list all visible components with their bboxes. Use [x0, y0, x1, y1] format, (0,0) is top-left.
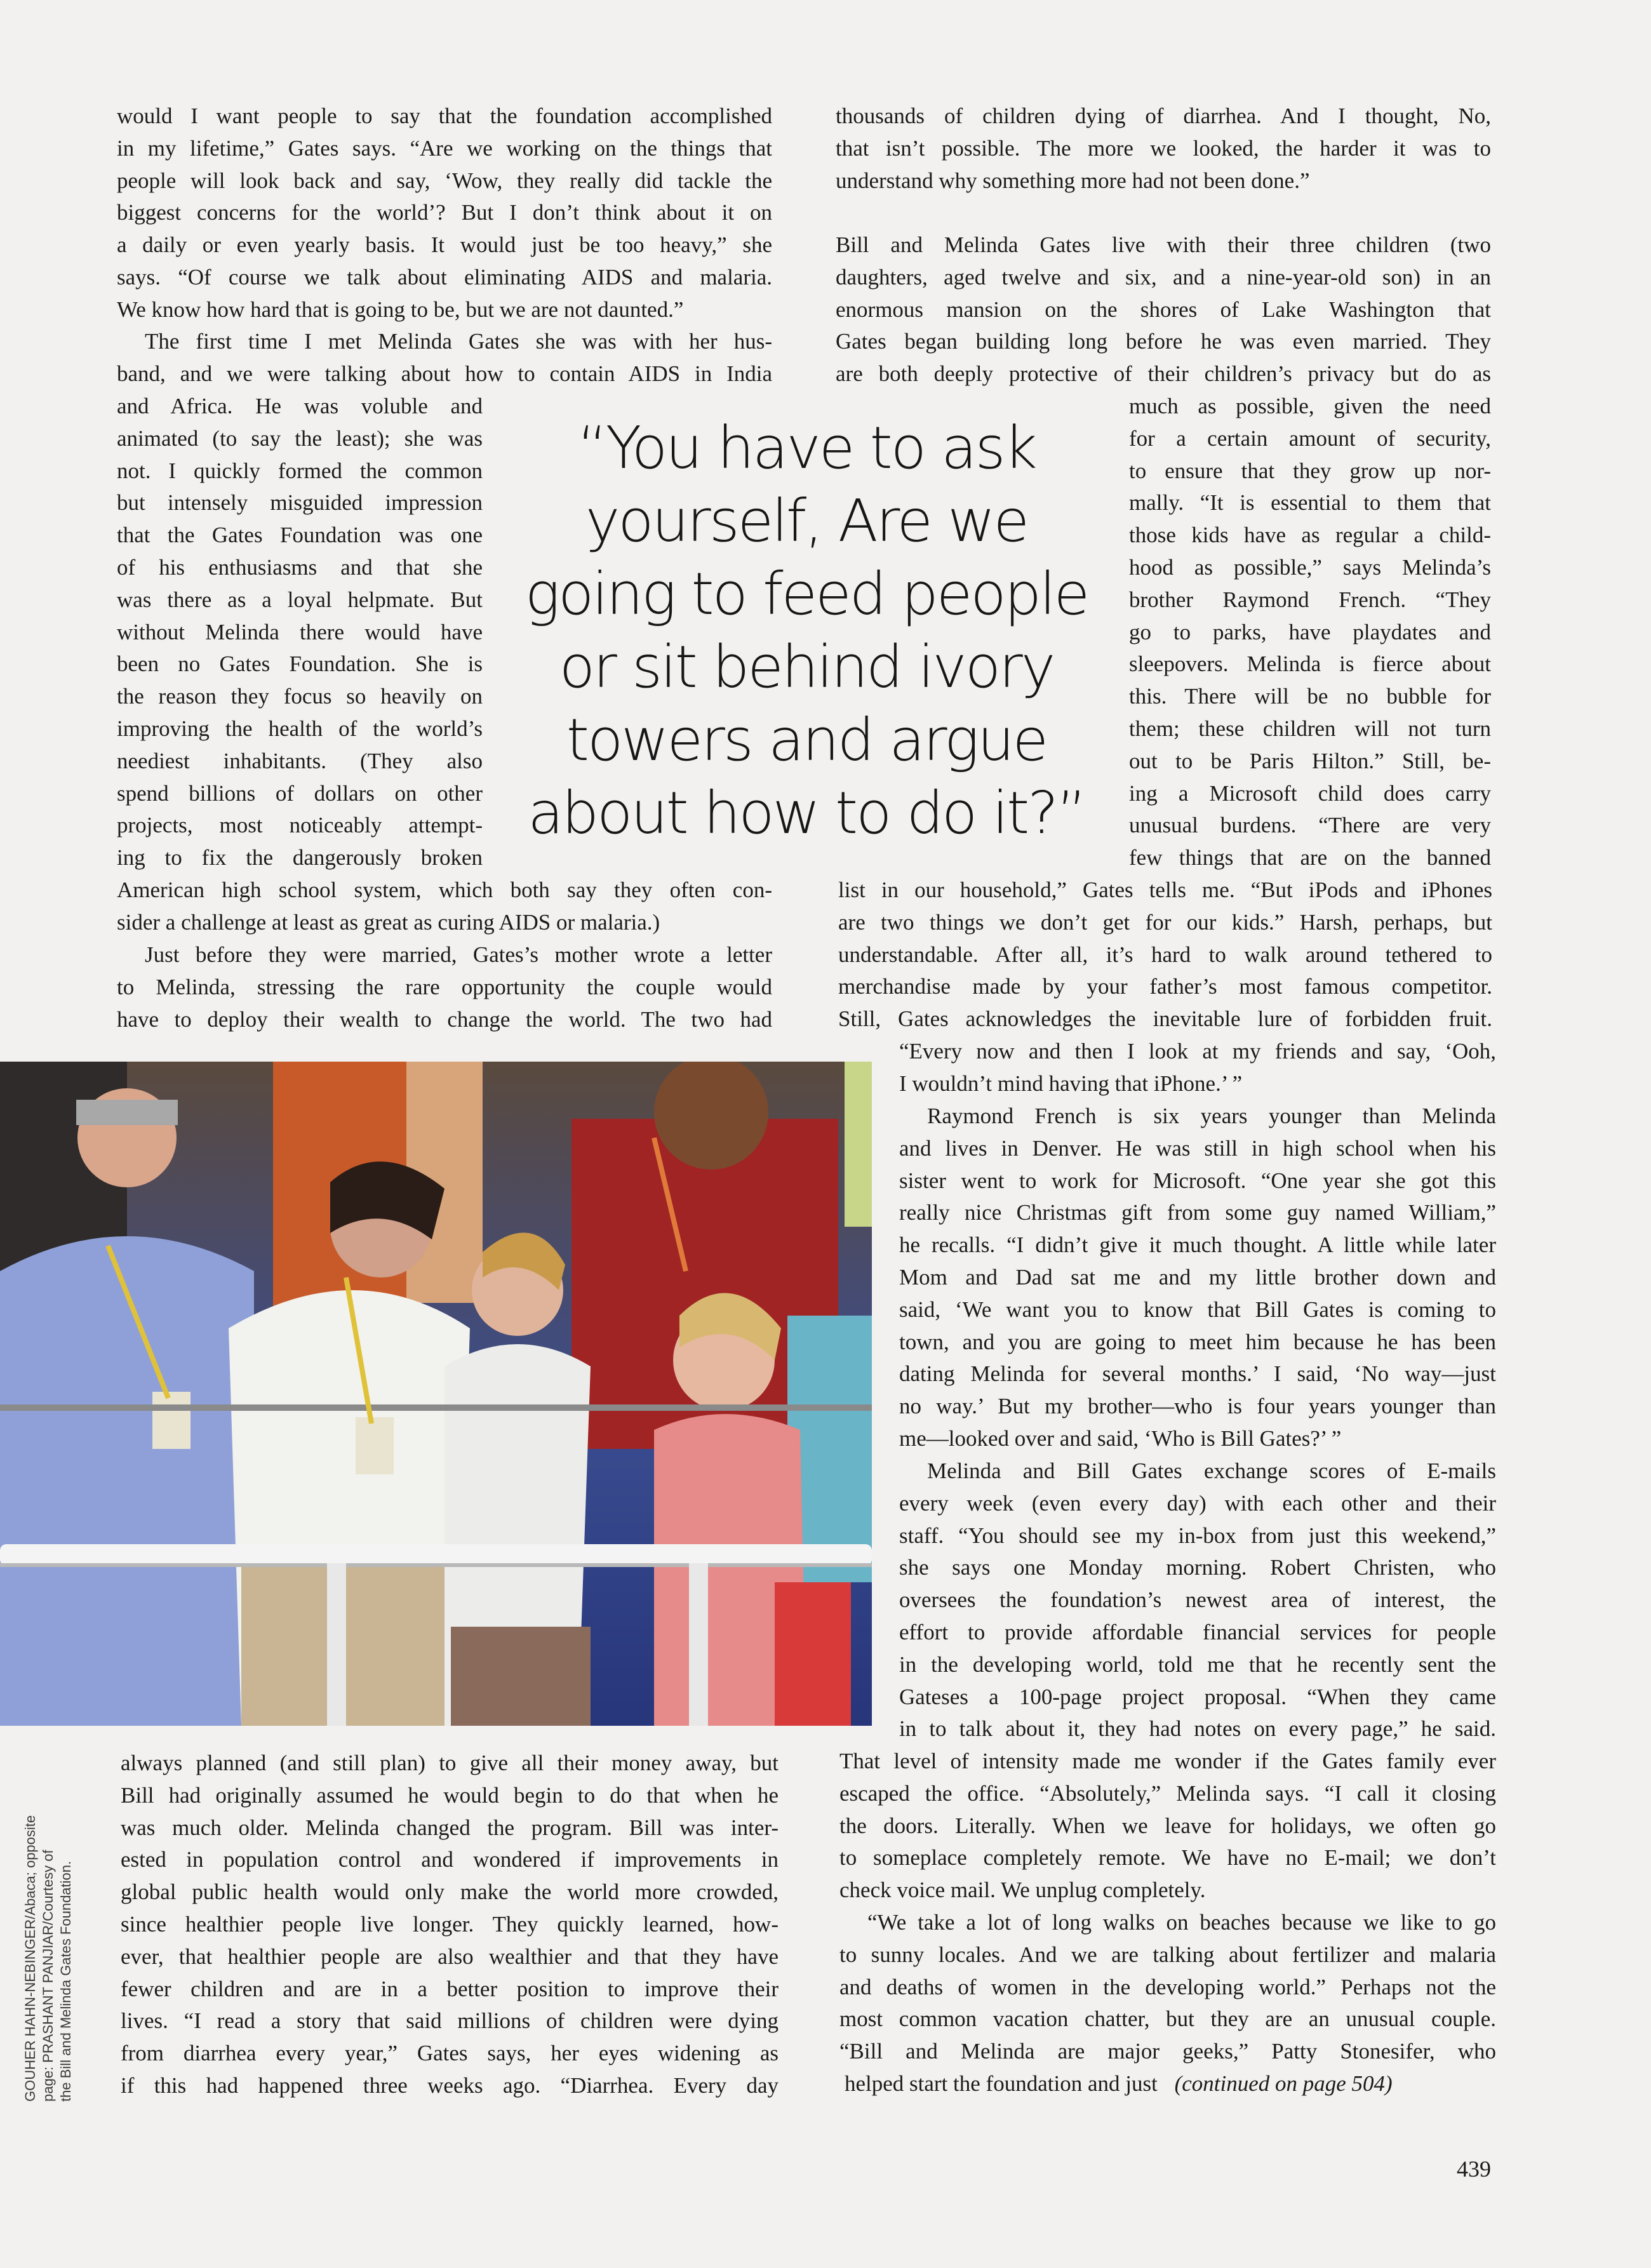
text-line: I wouldn’t mind having that iPhone.’ ”: [899, 1071, 1243, 1096]
text-line: are both deeply protective of their children’s privacy but do as: [836, 361, 1491, 387]
last-line-text: helped start the foundation and just: [845, 2071, 1158, 2096]
text-line: band, and we were talking about how to contain AIDS in India: [117, 361, 772, 386]
text-line: this. There will be no bubble for: [1129, 684, 1491, 709]
left-para-2-narrow: [117, 390, 483, 874]
text-line: Mom and Dad sat me and my little brother down and: [899, 1264, 1496, 1290]
text-line: The first time I met Melinda Gates she was with her hus-: [145, 329, 772, 354]
text-line: ing to fix the dangerously broken: [117, 845, 483, 871]
text-line: Gateses a 100-page project proposal. “When they came: [899, 1684, 1496, 1709]
text-line: ested in population control and wondered if improvements in: [121, 1847, 779, 1872]
text-line: that isn’t possible. The more we looked, the harder it was to: [836, 135, 1491, 161]
text-line: town, and you are going to meet him because he has been: [899, 1329, 1496, 1354]
right-para-4: [899, 1100, 1496, 1455]
text-line: he recalls. “I didn’t give it much thought. A little while later: [899, 1232, 1496, 1258]
text-line: ing a Microsoft child does carry: [1129, 780, 1491, 806]
text-line: from diarrhea every year,” Gates says, her eyes widening as: [121, 2041, 779, 2066]
text-line: enormous mansion on the shores of Lake Washington that: [836, 297, 1491, 322]
text-line: Bill and Melinda Gates live with their three children (two: [836, 232, 1491, 257]
left-para-2-end: [117, 874, 772, 939]
text-line: me—looked over and said, ‘Who is Bill Gates?’ ”: [899, 1425, 1342, 1451]
text-line: global public health would only make the world more crowded,: [121, 1879, 779, 1905]
text-line: and deaths of women in the developing world.” Perhaps not the: [839, 1974, 1496, 1999]
text-line: biggest concerns for the world’? But I don’t think about it on: [117, 200, 772, 225]
pull-quote-line: yourself, Are we: [585, 487, 1028, 555]
text-line: Raymond French is six years younger than Melinda: [927, 1104, 1496, 1128]
right-para-6: [839, 1907, 1496, 2068]
text-line: hood as possible,” says Melinda’s: [1129, 554, 1491, 580]
text-line: been no Gates Foundation. She is: [117, 651, 483, 677]
text-line: “Bill and Melinda are major geeks,” Patty Stonesifer, who: [839, 2039, 1496, 2064]
text-line: brother Raymond French. “They: [1129, 587, 1491, 612]
text-line: sider a challenge at least as great as curing AIDS or malaria.): [117, 909, 660, 935]
text-line: Gates began building long before he was even married. They: [836, 329, 1491, 354]
text-line: most common vacation chatter, but they are an unusual couple.: [839, 2006, 1496, 2032]
text-line: said, ‘We want you to know that Bill Gates is coming to: [899, 1297, 1496, 1322]
text-line: if this had happened three weeks ago. “Diarrhea. Every day: [121, 2072, 779, 2098]
left-bottom-paragraph: [121, 1747, 779, 2102]
right-para-3: [899, 1036, 1496, 1100]
text-line: spend billions of dollars on other: [117, 780, 483, 806]
text-line: the doors. Literally. When we leave for holidays, we often go: [839, 1813, 1496, 1838]
text-line: in my lifetime,” Gates says. “Are we working on the things that: [117, 135, 772, 161]
text-line: would I want people to say that the foundation accomplished: [117, 103, 772, 128]
text-line: those kids have as regular a child-: [1129, 523, 1491, 548]
text-line: lives. “I read a story that said millions of children were dying: [121, 2008, 779, 2034]
right-para-2-end: [838, 874, 1492, 1036]
text-line: was much older. Melinda changed the program. Bill was inter-: [121, 1815, 779, 1840]
right-para-1: [836, 100, 1491, 197]
text-line: We know how hard that is going to be, but we are not daunted.”: [117, 297, 684, 322]
text-line: and lives in Denver. He was still in high school when his: [899, 1135, 1496, 1161]
text-line: improving the health of the world’s: [117, 716, 483, 741]
text-line: sleepovers. Melinda is fierce about: [1129, 651, 1491, 677]
right-para-2-narrow: [1129, 390, 1491, 874]
photo-credit-line: the Bill and Melinda Gates Foundation.: [58, 1860, 74, 2102]
continued-note[interactable]: (continued on page 504): [1174, 2071, 1393, 2096]
text-line: much as possible, given the need: [1129, 394, 1491, 418]
right-para-2-full: [836, 229, 1491, 390]
text-line: understand why something more had not been done.”: [836, 168, 1310, 193]
text-line: projects, most noticeably attempt-: [117, 813, 483, 838]
text-line: neediest inhabitants. (They also: [117, 748, 483, 773]
left-para-3: [117, 939, 772, 1036]
text-line: was there as a loyal helpmate. But: [117, 587, 483, 612]
text-line: list in our household,” Gates tells me. “But iPods and iPhones: [838, 877, 1492, 902]
text-line: to ensure that they grow up nor-: [1129, 458, 1491, 483]
text-line: not. I quickly formed the common: [117, 458, 483, 483]
text-line: to someplace completely remote. We have no E-mail; we don’t: [839, 1845, 1496, 1871]
right-last-line: [845, 2068, 1499, 2100]
left-para-2-full: [117, 326, 772, 390]
photo-credit-line: page: PRASHANT PANJIAR/Courtesy of: [40, 1850, 56, 2102]
text-line: “Every now and then I look at my friends and say, ‘Ooh,: [899, 1039, 1496, 1064]
text-line: of his enthusiasms and that she: [117, 554, 483, 580]
text-line: Still, Gates acknowledges the inevitable lure of forbidden fruit.: [838, 1006, 1492, 1032]
text-line: dating Melinda for several months.’ I said, ‘No way—just: [899, 1361, 1496, 1387]
pull-quote-line: towers and argue: [566, 706, 1047, 774]
text-line: no way.’ But my brother—who is four years younger than: [899, 1394, 1496, 1419]
text-line: says. “Of course we talk about eliminating AIDS and malaria.: [117, 264, 772, 290]
text-line: few things that are on the banned: [1129, 845, 1491, 871]
text-line: them; these children will not turn: [1129, 716, 1491, 741]
text-line: to Melinda, stressing the rare opportunity the couple would: [117, 974, 772, 999]
text-line: that the Gates Foundation was one: [117, 523, 483, 548]
text-line: daughters, aged twelve and six, and a nine-year-old son) in an: [836, 264, 1491, 290]
left-top-paragraph: [117, 100, 772, 326]
text-line: unusual burdens. “There are very: [1129, 813, 1491, 838]
text-line: without Melinda there would have: [117, 619, 483, 644]
text-line: the reason they focus so heavily on: [117, 684, 483, 709]
text-line: ever, that healthier people are also wealthier and that they have: [121, 1944, 779, 1969]
photo-credit: [22, 1759, 98, 2102]
text-line: Bill had originally assumed he would begin to do that when he: [121, 1782, 779, 1808]
text-line: check voice mail. We unplug completely.: [839, 1878, 1206, 1903]
text-line: in the developing world, told me that he recently sent the: [899, 1651, 1496, 1677]
text-line: but intensely misguided impression: [117, 490, 483, 516]
text-line: in to talk about it, they had notes on every page,” he said.: [899, 1716, 1496, 1742]
text-line: and Africa. He was voluble and: [117, 394, 483, 418]
photo-credit-line: GOUHER HAHN-NEBINGER/Abaca; opposite: [22, 1815, 38, 2102]
text-line: oversees the foundation’s newest area of interest, the: [899, 1587, 1496, 1613]
photo-illustration: [0, 1062, 872, 1726]
text-line: staff. “You should see my in-box from just this weekend,”: [899, 1523, 1496, 1548]
text-line: effort to provide affordable financial services for people: [899, 1619, 1496, 1644]
text-line: go to parks, have playdates and: [1129, 619, 1491, 644]
page-number: 439: [1457, 2156, 1491, 2182]
text-line: to sunny locales. And we are talking about fertilizer and malaria: [839, 1942, 1496, 1967]
text-line: really nice Christmas gift from some guy named William,”: [899, 1200, 1496, 1225]
text-line: animated (to say the least); she was: [117, 425, 483, 451]
text-line: American high school system, which both say they often con-: [117, 877, 772, 902]
text-line: mally. “It is essential to them that: [1129, 490, 1491, 516]
pull-quote-line: or sit behind ivory: [559, 633, 1054, 701]
text-line: fewer children and are in a better position to improve their: [121, 1976, 779, 2001]
text-line: escaped the office. “Absolutely,” Melinda says. “I call it closing: [839, 1780, 1496, 1806]
text-line: people will look back and say, ‘Wow, they really did tackle the: [117, 168, 772, 193]
text-line: thousands of children dying of diarrhea. And I thought, No,: [836, 103, 1491, 128]
text-line: are two things we don’t get for our kids.” Harsh, perhaps, but: [838, 909, 1492, 935]
text-line: “We take a lot of long walks on beaches because we like to go: [867, 1910, 1496, 1935]
text-line: always planned (and still plan) to give all their money away, but: [121, 1751, 779, 1775]
right-para-5-full: [839, 1745, 1496, 1907]
right-para-5: [899, 1455, 1496, 1745]
pull-quote-line: going to feed people: [525, 560, 1088, 628]
text-line: since healthier people live longer. They quickly learned, how-: [121, 1911, 779, 1937]
pull-quote-line: “You have to ask: [577, 414, 1036, 482]
family-photo: [0, 1062, 872, 1726]
text-line: Just before they were married, Gates’s mother wrote a letter: [145, 942, 772, 967]
pull-quote-line: about how to do it?”: [528, 779, 1085, 847]
text-line: That level of intensity made me wonder if the Gates family ever: [839, 1749, 1496, 1773]
text-line: for a certain amount of security,: [1129, 425, 1491, 451]
text-line: merchandise made by your father’s most famous competitor.: [838, 974, 1492, 999]
text-line: have to deploy their wealth to change the world. The two had: [117, 1006, 772, 1032]
text-line: a daily or even yearly basis. It would just be too heavy,” she: [117, 232, 772, 258]
text-line: every week (even every day) with each other and their: [899, 1490, 1496, 1516]
text-line: Melinda and Bill Gates exchange scores of E-mails: [927, 1458, 1496, 1483]
text-line: she says one Monday morning. Robert Christen, who: [899, 1555, 1496, 1580]
text-line: out to be Paris Hilton.” Still, be-: [1129, 748, 1491, 773]
text-line: sister went to work for Microsoft. “One year she got this: [899, 1168, 1496, 1193]
pull-quote: [483, 411, 1130, 850]
text-line: understandable. After all, it’s hard to walk around tethered to: [838, 942, 1492, 967]
